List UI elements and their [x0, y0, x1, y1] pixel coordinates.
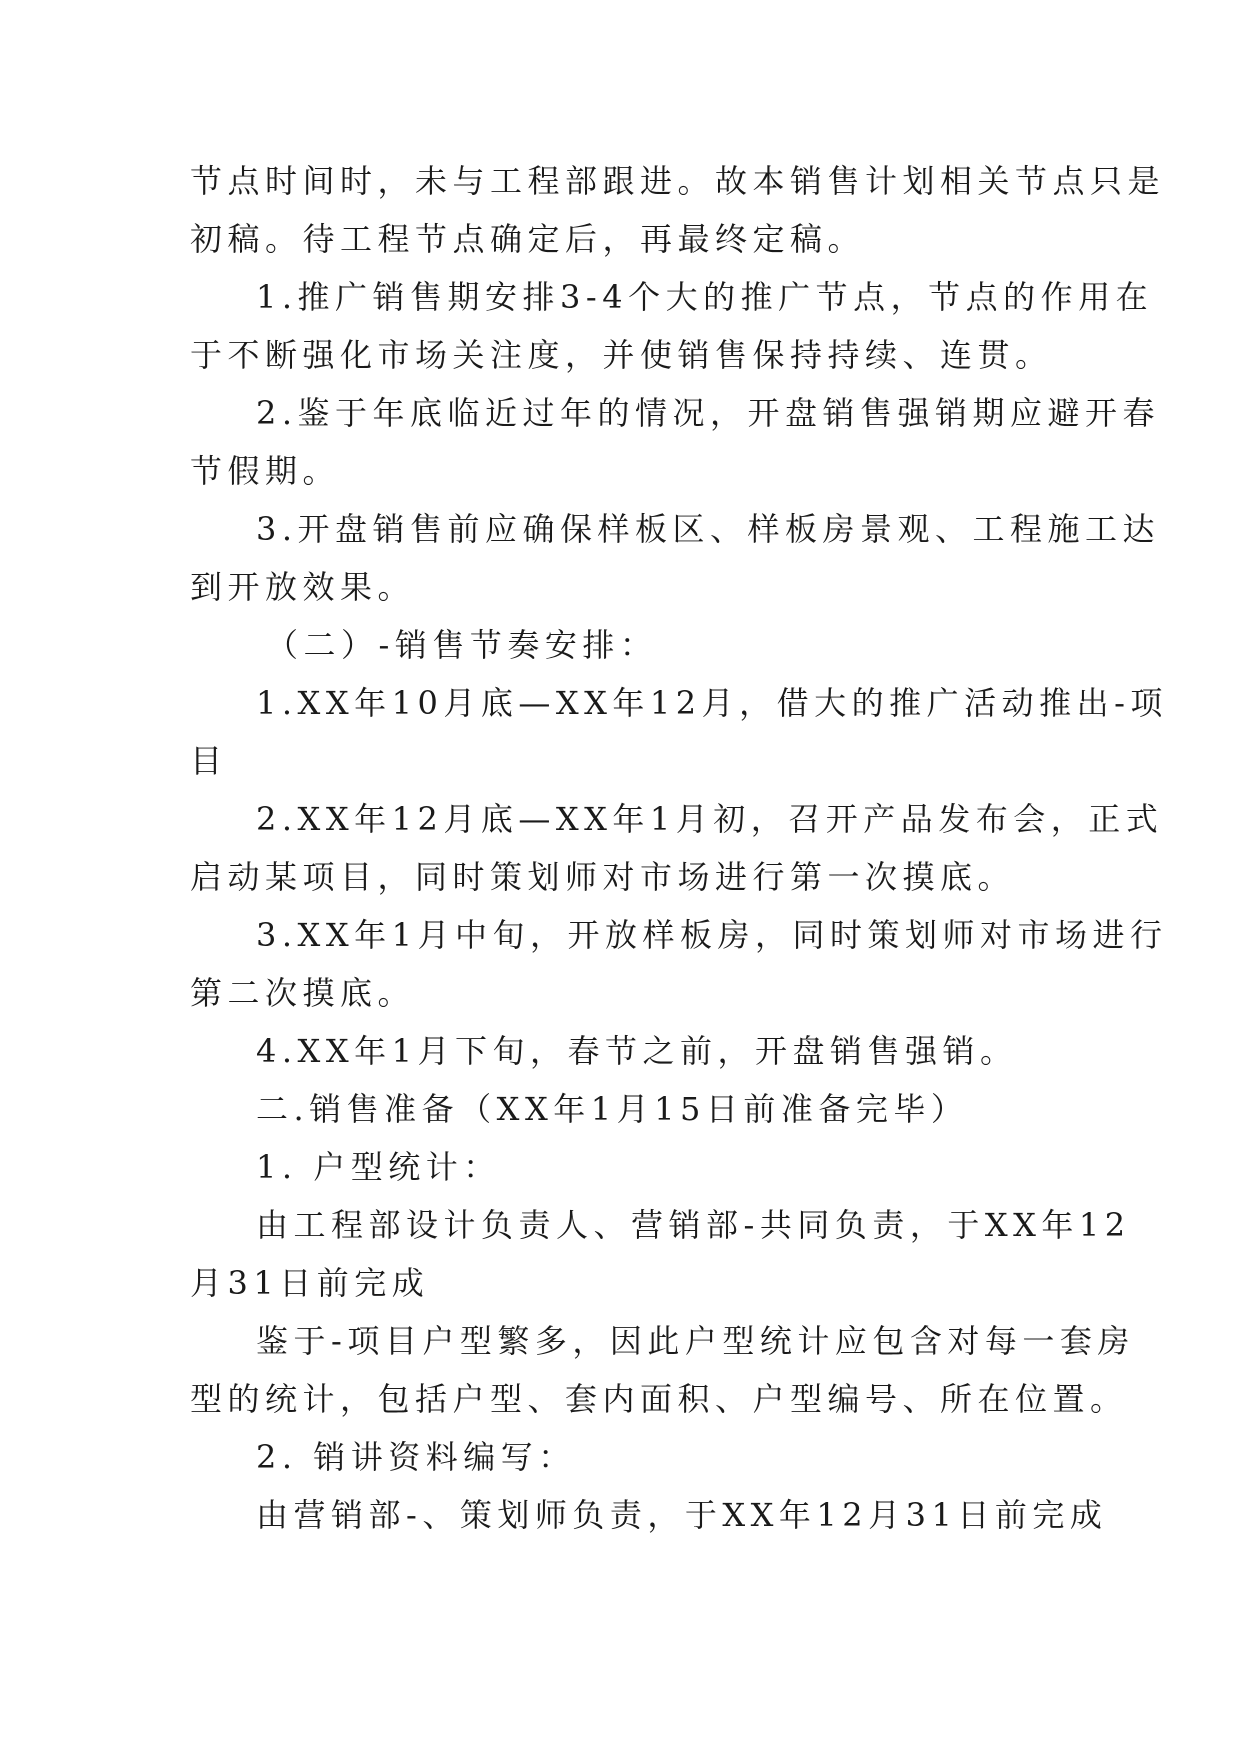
document-body	[190, 152, 1168, 1544]
paragraph-line: 初稿。待工程节点确定后，再最终定稿。	[190, 220, 866, 258]
paragraph-line: 于不断强化市场关注度，并使销售保持持续、连贯。	[190, 336, 1053, 374]
subsection-heading: 1. 户型统计：	[256, 1148, 501, 1186]
paragraph-line: 由工程部设计负责人、营销部-共同负责，于XX年12	[256, 1206, 1131, 1244]
paragraph-line: 到开放效果。	[190, 568, 416, 606]
paragraph-line: 目	[190, 742, 228, 780]
paragraph-line: 1.XX年10月底—XX年12月，借大的推广活动推出-项	[256, 684, 1168, 722]
section-heading: （二）-销售节奏安排：	[266, 626, 658, 664]
section-heading: 二.销售准备（XX年1月15日前准备完毕）	[256, 1090, 969, 1128]
paragraph-line: 节假期。	[190, 452, 341, 490]
paragraph-line: 启动某项目，同时策划师对市场进行第一次摸底。	[190, 858, 1016, 896]
paragraph-line: 1.推广销售期安排3-4个大的推广节点，节点的作用在	[256, 278, 1154, 316]
paragraph-line: 月31日前完成	[190, 1264, 430, 1302]
paragraph-line: 鉴于-项目户型繁多，因此户型统计应包含对每一套房	[256, 1322, 1135, 1360]
paragraph-line: 3.XX年1月中旬，开放样板房，同时策划师对市场进行	[256, 916, 1168, 954]
paragraph-line: 型的统计，包括户型、套内面积、户型编号、所在位置。	[190, 1380, 1128, 1418]
paragraph-line: 2.鉴于年底临近过年的情况，开盘销售强销期应避开春	[256, 394, 1161, 432]
paragraph-line: 第二次摸底。	[190, 974, 416, 1012]
paragraph-line: 2.XX年12月底—XX年1月初，召开产品发布会，正式	[256, 800, 1164, 838]
paragraph-line: 3.开盘销售前应确保样板区、样板房景观、工程施工达	[256, 510, 1161, 548]
paragraph-line: 4.XX年1月下旬，春节之前，开盘销售强销。	[256, 1032, 1018, 1070]
paragraph-line: 节点时间时，未与工程部跟进。故本销售计划相关节点只是	[190, 162, 1166, 200]
paragraph-line: 由营销部-、策划师负责，于XX年12月31日前完成	[256, 1496, 1108, 1534]
subsection-heading: 2. 销讲资料编写：	[256, 1438, 576, 1476]
